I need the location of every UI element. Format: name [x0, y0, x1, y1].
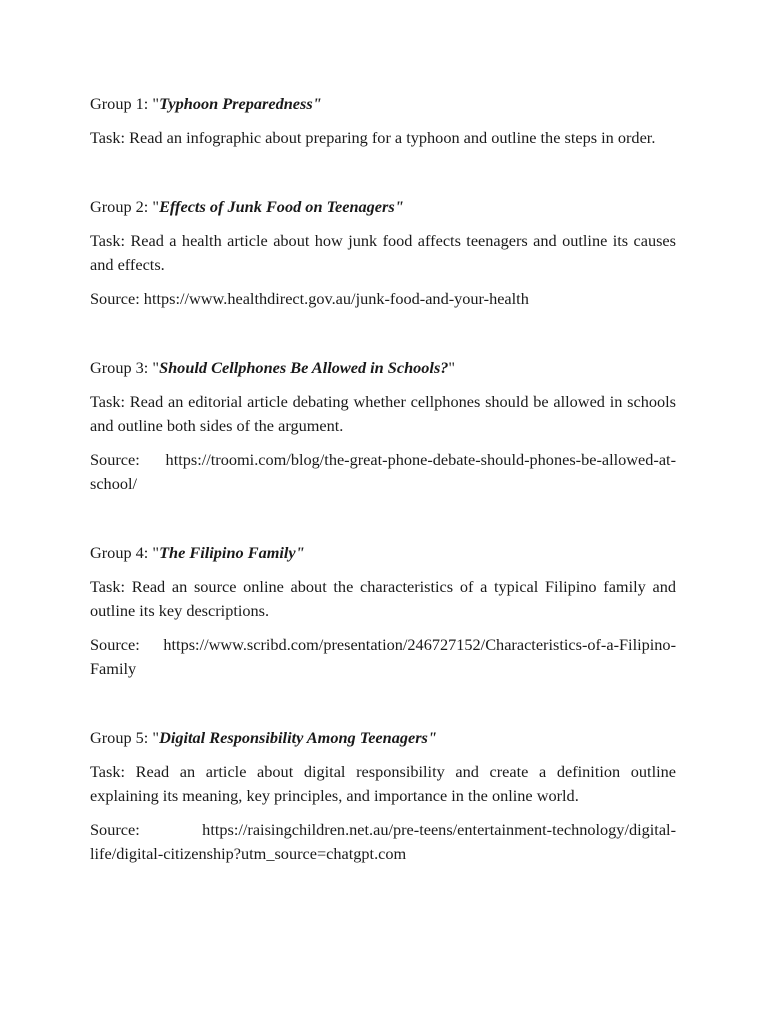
group-title: Should Cellphones Be Allowed in Schools?	[159, 358, 449, 377]
group-5-section	[90, 726, 676, 866]
group-title: Effects of Junk Food on Teenagers"	[159, 197, 404, 216]
group-label: Group 2: "	[90, 197, 160, 216]
group-task: Task: Read an editorial article debating whether cellphones should be allowed in schools and outline both sides of the argument.	[90, 392, 676, 435]
group-label: Group 4: "	[90, 543, 160, 562]
group-task: Task: Read an infographic about preparing for a typhoon and outline the steps in order.	[90, 128, 656, 147]
group-heading	[90, 92, 676, 116]
group-3-section	[90, 356, 676, 496]
group-task: Task: Read a health article about how junk food affects teenagers and outline its causes and effects.	[90, 231, 676, 274]
group-heading	[90, 356, 676, 380]
group-source: Source: https://troomi.com/blog/the-great-phone-debate-should-phones-be-allowed-at-school/	[90, 450, 676, 493]
group-heading	[90, 195, 676, 219]
group-1-section	[90, 92, 676, 150]
group-source: Source: https://raisingchildren.net.au/pre-teens/entertainment-technology/digital-life/digital-citizenship?utm_source=chatgpt.com	[90, 820, 676, 863]
group-label: Group 5: "	[90, 728, 160, 747]
group-label: Group 3: "	[90, 358, 160, 377]
group-title: Typhoon Preparedness"	[159, 94, 322, 113]
group-title: The Filipino Family"	[159, 543, 305, 562]
group-source: Source: https://www.healthdirect.gov.au/junk-food-and-your-health	[90, 289, 529, 308]
group-heading	[90, 541, 676, 565]
group-title: Digital Responsibility Among Teenagers"	[159, 728, 437, 747]
document-page	[90, 92, 676, 911]
group-label: Group 1: "	[90, 94, 160, 113]
group-source: Source: https://www.scribd.com/presentation/246727152/Characteristics-of-a-Filipino-Family	[90, 635, 676, 678]
group-2-section	[90, 195, 676, 311]
group-task: Task: Read an article about digital responsibility and create a definition outline explaining its meaning, key principles, and importance in the online world.	[90, 762, 676, 805]
group-4-section	[90, 541, 676, 681]
group-title-close-quote: "	[448, 358, 456, 377]
group-heading	[90, 726, 676, 750]
group-task: Task: Read an source online about the characteristics of a typical Filipino family and outline its key descriptions.	[90, 577, 676, 620]
